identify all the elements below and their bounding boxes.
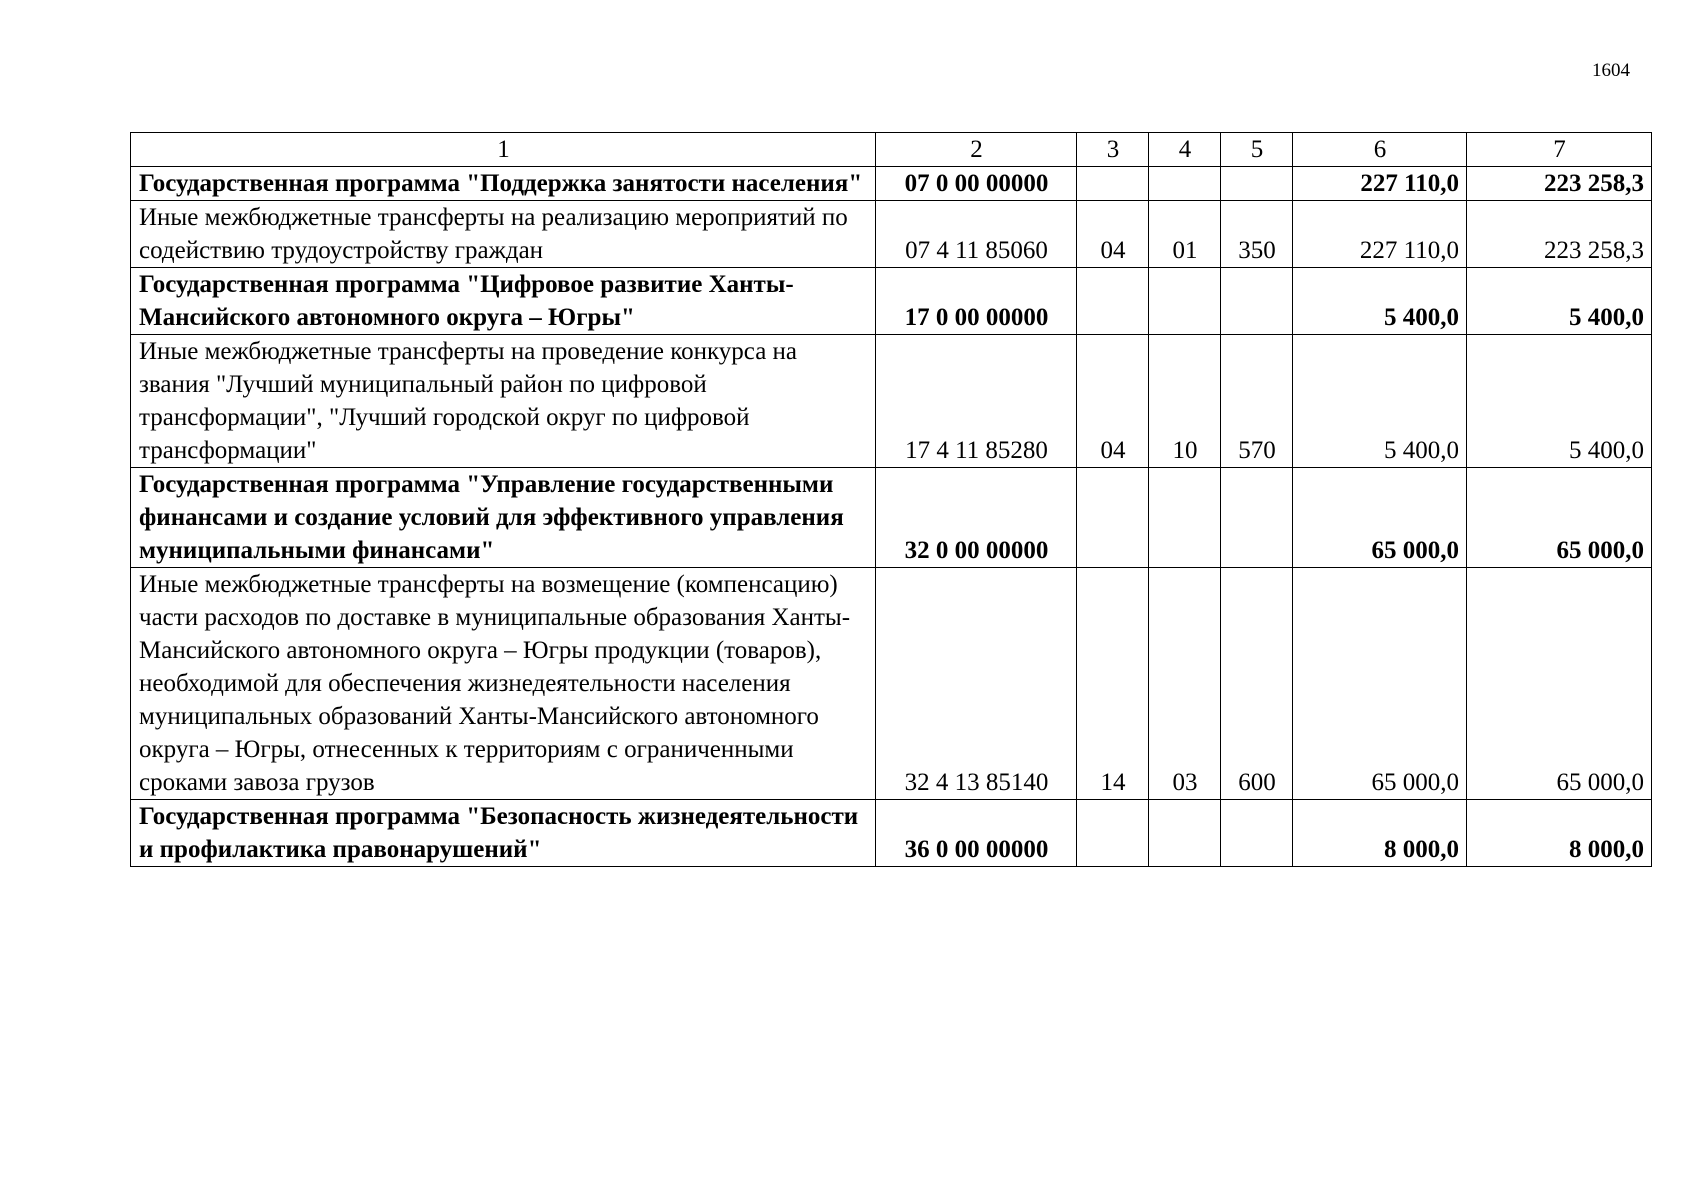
table-row-program (131, 268, 1652, 335)
row-code: 07 4 11 85060 (876, 201, 1077, 268)
row-col5: 600 (1221, 568, 1293, 800)
row-col5: 570 (1221, 335, 1293, 468)
table-row-item (131, 568, 1652, 800)
row-col4: 10 (1149, 335, 1221, 468)
column-header-6: 6 (1293, 133, 1467, 167)
table-row-program (131, 800, 1652, 867)
row-value-6: 227 110,0 (1293, 167, 1467, 201)
row-value-7: 8 000,0 (1467, 800, 1652, 867)
row-col3: 14 (1077, 568, 1149, 800)
column-header-1: 1 (131, 133, 876, 167)
row-code: 36 0 00 00000 (876, 800, 1077, 867)
column-header-5: 5 (1221, 133, 1293, 167)
row-name: Государственная программа "Поддержка занятости населения" (131, 167, 876, 201)
table-header-row (131, 133, 1652, 167)
row-name: Государственная программа "Управление государственными финансами и создание условий для эффективного управления муниципальными финансами" (131, 468, 876, 568)
page-number: 1604 (1592, 60, 1630, 81)
row-value-7: 5 400,0 (1467, 335, 1652, 468)
row-code: 32 4 13 85140 (876, 568, 1077, 800)
row-value-6: 65 000,0 (1293, 568, 1467, 800)
row-col3: 04 (1077, 201, 1149, 268)
row-name: Иные межбюджетные трансферты на проведение конкурса на звания "Лучший муниципальный район по цифровой трансформации", "Лучший городской округ по цифровой трансформации" (131, 335, 876, 468)
row-col4 (1149, 167, 1221, 201)
row-code: 17 0 00 00000 (876, 268, 1077, 335)
row-value-6: 5 400,0 (1293, 268, 1467, 335)
row-col3 (1077, 800, 1149, 867)
table-row-item (131, 335, 1652, 468)
row-col5 (1221, 268, 1293, 335)
row-value-7: 223 258,3 (1467, 167, 1652, 201)
row-value-7: 65 000,0 (1467, 468, 1652, 568)
row-col3 (1077, 167, 1149, 201)
row-name: Иные межбюджетные трансферты на возмещение (компенсацию) части расходов по доставке в муниципальные образования Ханты-Мансийского автономного округа – Югры продукции (товаров), необходимой для обеспечения жизнедеятельности населения муниципальных образований Ханты-Мансийского автономного округа – Югры, отнесенных к территориям с ограниченными сроками завоза грузов (131, 568, 876, 800)
row-col4: 01 (1149, 201, 1221, 268)
row-code: 32 0 00 00000 (876, 468, 1077, 568)
row-value-6: 65 000,0 (1293, 468, 1467, 568)
row-value-6: 227 110,0 (1293, 201, 1467, 268)
row-col4 (1149, 468, 1221, 568)
row-value-7: 5 400,0 (1467, 268, 1652, 335)
row-value-6: 8 000,0 (1293, 800, 1467, 867)
row-name: Государственная программа "Цифровое развитие Ханты-Мансийского автономного округа – Югры" (131, 268, 876, 335)
row-value-6: 5 400,0 (1293, 335, 1467, 468)
row-col4 (1149, 268, 1221, 335)
row-col3 (1077, 268, 1149, 335)
row-name: Иные межбюджетные трансферты на реализацию мероприятий по содействию трудоустройству граждан (131, 201, 876, 268)
row-code: 17 4 11 85280 (876, 335, 1077, 468)
row-col5: 350 (1221, 201, 1293, 268)
column-header-2: 2 (876, 133, 1077, 167)
row-name: Государственная программа "Безопасность жизнедеятельности и профилактика правонарушений" (131, 800, 876, 867)
table-row-program (131, 468, 1652, 568)
row-value-7: 223 258,3 (1467, 201, 1652, 268)
table-row-item (131, 201, 1652, 268)
row-col5 (1221, 800, 1293, 867)
row-col5 (1221, 468, 1293, 568)
column-header-3: 3 (1077, 133, 1149, 167)
budget-table (130, 132, 1652, 867)
row-col3: 04 (1077, 335, 1149, 468)
column-header-4: 4 (1149, 133, 1221, 167)
row-col4 (1149, 800, 1221, 867)
table-row-program (131, 167, 1652, 201)
column-header-7: 7 (1467, 133, 1652, 167)
row-col5 (1221, 167, 1293, 201)
row-col3 (1077, 468, 1149, 568)
row-value-7: 65 000,0 (1467, 568, 1652, 800)
row-code: 07 0 00 00000 (876, 167, 1077, 201)
row-col4: 03 (1149, 568, 1221, 800)
